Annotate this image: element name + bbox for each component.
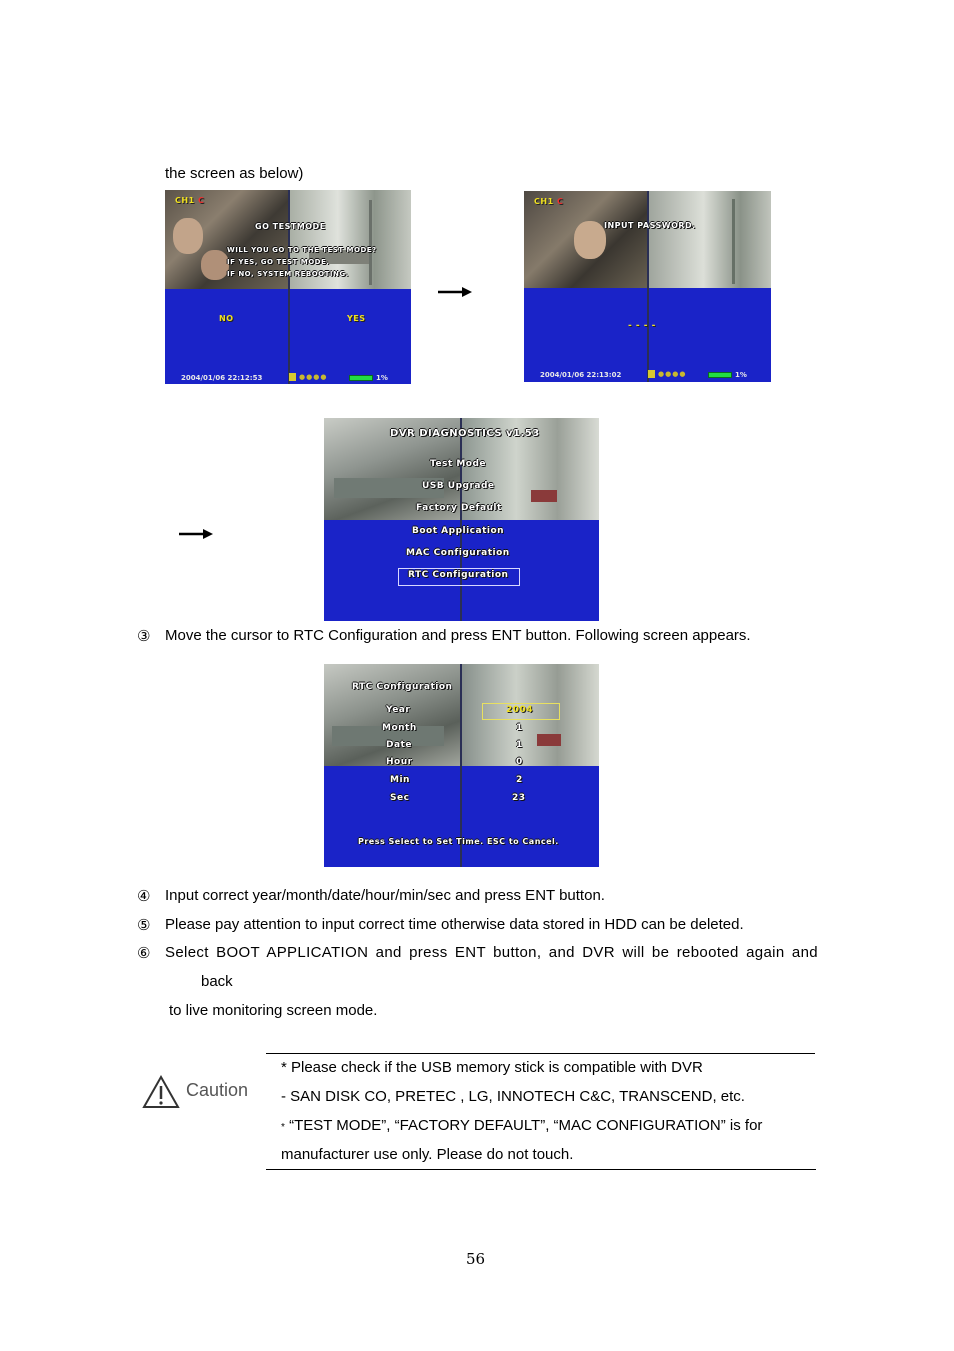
step-marker: ③ xyxy=(137,627,151,645)
channel-mark: C xyxy=(556,197,564,206)
field-label-month: Month xyxy=(382,723,417,733)
step-marker: ⑤ xyxy=(137,916,151,934)
caution-line-4: manufacturer use only. Please do not touch. xyxy=(281,1146,574,1163)
step-text: Input correct year/month/date/hour/min/sec and press ENT button. xyxy=(165,887,605,904)
field-value-date[interactable]: 1 xyxy=(516,740,523,750)
yes-option[interactable]: YES xyxy=(347,314,366,323)
warning-triangle-icon xyxy=(142,1075,180,1109)
caution-line-3 xyxy=(281,1117,762,1137)
step-text: Please pay attention to input correct time otherwise data stored in HDD can be deleted. xyxy=(165,916,744,933)
caution-line-3-text: “TEST MODE”, “FACTORY DEFAULT”, “MAC CONFIGURATION” is for xyxy=(284,1117,763,1134)
arrow-right-icon xyxy=(438,285,472,299)
no-option[interactable]: NO xyxy=(219,314,234,323)
osd-title: INPUT PASSWORD. xyxy=(604,221,696,230)
camera-feed-1 xyxy=(324,664,461,766)
field-label-year: Year xyxy=(386,705,411,715)
field-label-hour: Hour xyxy=(386,757,413,767)
field-label-min: Min xyxy=(390,775,410,785)
storage-bar xyxy=(708,372,732,378)
osd-line-2: IF YES, GO TEST MODE. xyxy=(227,258,330,266)
storage-bar xyxy=(349,375,373,381)
storage-percent: 1% xyxy=(735,371,747,379)
step-marker: ⑥ xyxy=(137,944,151,962)
dvr-screen-password xyxy=(524,191,771,382)
storage-percent: 1% xyxy=(376,374,388,382)
field-value-month[interactable]: 1 xyxy=(516,723,523,733)
caution-label: Caution xyxy=(186,1080,249,1100)
field-label-date: Date xyxy=(386,740,412,750)
menu-item-mac-configuration[interactable]: MAC Configuration xyxy=(406,548,510,558)
dvr-screen-diagnostics-menu xyxy=(324,418,599,621)
page-number: 56 xyxy=(466,1250,486,1268)
datetime-readout: 2004/01/06 22:12:53 xyxy=(181,374,263,382)
intro-text: the screen as below) xyxy=(165,165,304,182)
menu-item-boot-application[interactable]: Boot Application xyxy=(412,526,505,536)
step-text: Move the cursor to RTC Configuration and press ENT button. Following screen appears. xyxy=(165,627,751,644)
step-marker: ④ xyxy=(137,887,151,905)
channel-mark: C xyxy=(197,196,205,205)
osd-title: DVR DIAGNOSTICS v1.53 xyxy=(390,428,540,439)
step-text-continued: back xyxy=(201,973,233,990)
storage-dots-icon: ●●●● xyxy=(658,370,687,378)
datetime-readout: 2004/01/06 22:13:02 xyxy=(540,371,622,379)
caution-line-2: - SAN DISK CO, PRETEC , LG, INNOTECH C&C, TRANSCEND, etc. xyxy=(281,1088,745,1105)
osd-line-3: IF NO, SYSTEM REBOOTING. xyxy=(227,270,349,278)
osd-line-1: WILL YOU GO TO THE TEST MODE? xyxy=(227,246,377,254)
hdd-icon xyxy=(289,373,296,381)
osd-title: RTC Configuration xyxy=(352,682,453,692)
step-text-continued: to live monitoring screen mode. xyxy=(169,1002,378,1019)
menu-item-usb-upgrade[interactable]: USB Upgrade xyxy=(422,481,495,491)
dvr-screen-testmode-prompt xyxy=(165,190,411,384)
field-value-hour[interactable]: 0 xyxy=(516,757,523,767)
caution-line-1: * Please check if the USB memory stick is compatible with DVR xyxy=(281,1059,703,1076)
osd-title: GO TESTMODE xyxy=(255,222,326,231)
field-value-year[interactable]: 2004 xyxy=(506,705,534,715)
caution-star: * xyxy=(281,1122,285,1133)
hdd-icon xyxy=(648,370,655,378)
field-label-sec: Sec xyxy=(390,793,410,803)
caution-bottom-rule xyxy=(266,1169,816,1170)
dvr-screen-rtc-configuration xyxy=(324,664,599,867)
menu-item-test-mode[interactable]: Test Mode xyxy=(430,459,487,469)
caution-top-rule xyxy=(266,1053,815,1054)
field-value-min[interactable]: 2 xyxy=(516,775,523,785)
arrow-right-icon xyxy=(179,527,213,541)
channel-label: CH1 xyxy=(175,196,195,205)
storage-dots-icon: ●●●● xyxy=(299,373,328,381)
menu-item-rtc-configuration[interactable]: RTC Configuration xyxy=(408,570,509,580)
osd-footer-hint: Press Select to Set Time. ESC to Cancel. xyxy=(358,837,559,846)
step-text: Select BOOT APPLICATION and press ENT button, and DVR will be rebooted again and xyxy=(165,944,818,961)
camera-feed-2 xyxy=(648,191,771,288)
menu-item-factory-default[interactable]: Factory Default xyxy=(416,503,502,513)
channel-label: CH1 xyxy=(534,197,554,206)
password-mask[interactable]: - - - - xyxy=(628,321,656,331)
field-value-sec[interactable]: 23 xyxy=(512,793,526,803)
